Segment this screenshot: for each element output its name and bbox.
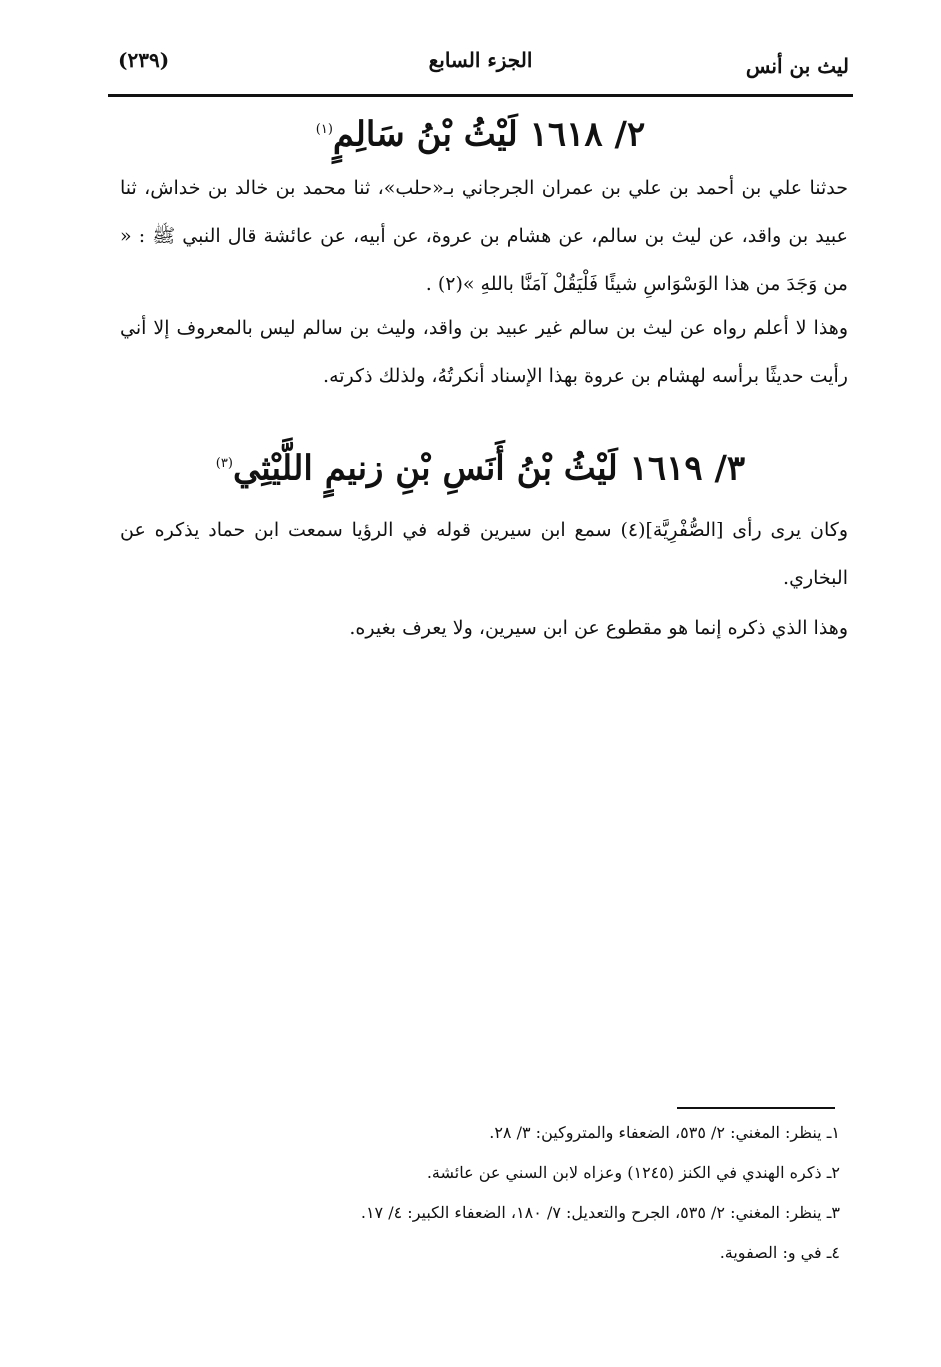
footnote-reference: (١) — [315, 122, 333, 137]
footnote-item: ٤ـ في و: الصفوية. — [719, 1243, 840, 1262]
section-label: ليث بن أنس — [745, 54, 849, 78]
footnote-item: ٢ـ ذكره الهندي في الكنز (١٢٤٥) وعزاه لابن السني عن عائشة. — [426, 1163, 840, 1182]
entry-title-text: ٢/ ١٦١٨ لَيْثُ بْنُ سَالِمٍ — [332, 114, 646, 155]
entry-paragraph: وكان يرى رأى [الصُّفْرِيَّة](٤) سمع ابن سيرين قوله في الرؤيا سمعت ابن حماد يذكره عن البخاري. — [120, 519, 848, 589]
footnote-divider — [677, 1107, 835, 1109]
footnotes — [200, 1113, 840, 1273]
entry-title — [108, 442, 853, 490]
volume-label: الجزء السابع — [428, 48, 533, 72]
footnote-reference: (٣) — [215, 456, 233, 471]
header-divider — [108, 94, 853, 97]
entry-title-text: ٣/ ١٦١٩ لَيْثُ بْنُ أَنَسِ بْنِ زنيمٍ اللَّيْثِي — [232, 448, 746, 489]
footnote-item: ٣ـ ينظر: المغني: ٢/ ٥٣٥، الجرح والتعديل: ٧/ ١٨٠، الضعفاء الكبير: ٤/ ١٧. — [360, 1203, 840, 1222]
footnote-item: ١ـ ينظر: المغني: ٢/ ٥٣٥، الضعفاء والمتروكين: ٣/ ٢٨. — [489, 1123, 840, 1142]
entry-paragraph: وهذا لا أعلم رواه عن ليث بن سالم غير عبيد بن واقد، وليث بن سالم ليس بالمعروف إلا أني رأيت حديثًا برأسه لهشام بن عروة بهذا الإسناد أنكرتُهُ، ولذلك ذكرته. — [120, 317, 848, 387]
running-header — [108, 40, 853, 92]
entry-paragraph: حدثنا علي بن أحمد بن علي بن عمران الجرجاني بـ«حلب»، ثنا محمد بن خالد بن خداش، ثنا عبيد بن واقد، عن ليث بن سالم، عن هشام بن عروة، عن أبيه، عن عائشة قال النبي ﷺ : « من وَجَدَ من هذا الوَسْوَاسِ شيئًا فَلْيَقُلْ آمَنَّا باللهِ »(٢) . — [120, 177, 848, 295]
entry-paragraph: وهذا الذي ذكره إنما هو مقطوع عن ابن سيرين، ولا يعرف بغيره. — [349, 617, 848, 639]
entry-title — [108, 108, 853, 156]
page-number: (٢٣٩) — [118, 48, 170, 72]
